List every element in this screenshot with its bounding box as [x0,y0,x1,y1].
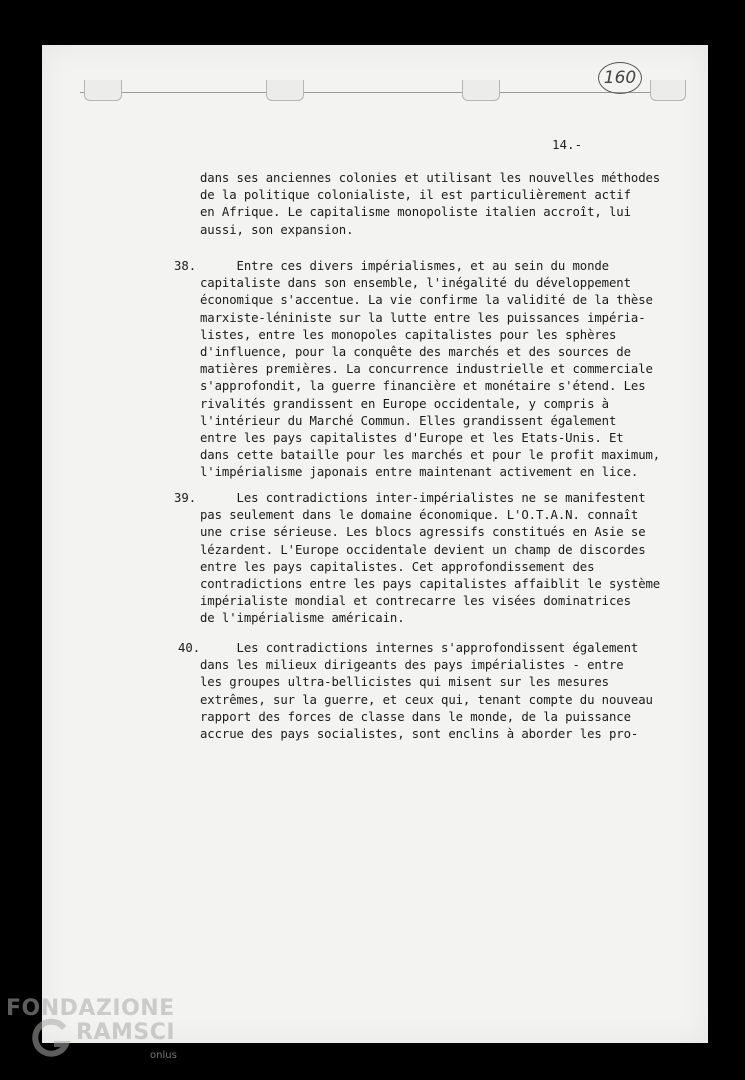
text-line: lézardent. L'Europe occidentale devient un champ de discordes [200,542,646,557]
text-line: dans cette bataille pour les marchés et pour le profit maximum, [200,448,661,463]
binder-tab [266,80,304,101]
text-line: en Afrique. Le capitalisme monopoliste italien accroît, lui [200,205,631,220]
page-number: 14.- [552,137,583,152]
watermark-sub: onlus [150,1050,177,1061]
paragraph-38 [200,258,660,482]
text-line: Entre ces divers impérialismes, et au sein du monde [200,259,609,273]
binder-tab [462,80,500,101]
watermark-line2: RAMSCI [76,1020,176,1045]
text-line: l'intérieur du Marché Commun. Elles grandissent également [200,413,617,428]
text-line: l'impérialisme japonais entre maintenant activement en lice. [200,465,639,480]
binder-tab [650,80,686,101]
text-line: rivalités grandissent en Europe occidentale, y compris à [200,396,609,411]
paragraph-number: 38. [174,259,197,273]
text-line: de la politique colonialiste, il est particulièrement actif [200,188,631,203]
binder-tab [84,80,122,101]
text-line: contradictions entre les pays capitalistes affaiblit le système [200,577,661,592]
text-line: extrêmes, sur la guerre, et ceux qui, tenant compte du nouveau [200,692,653,707]
text-line: rapport des forces de classe dans le monde, de la puissance [200,709,631,724]
text-line: économique s'accentue. La vie confirme la validité de la thèse [200,293,653,308]
text-line: impérialiste mondial et contrecarre les visées dominatrices [200,594,631,609]
text-line: pas seulement dans le domaine économique. L'O.T.A.N. connaît [200,508,639,523]
text-line: les groupes ultra-bellicistes qui misent sur les mesures [200,675,609,690]
watermark-logo [6,996,186,1076]
text-line: une crise sérieuse. Les blocs agressifs constitués en Asie se [200,525,646,540]
text-line: d'influence, pour la conquête des marchés et des sources de [200,345,631,360]
paragraph-number: 40. [178,641,201,655]
text-line: dans les milieux dirigeants des pays impérialistes - entre [200,658,624,673]
text-line: de l'impérialisme américain. [200,611,405,626]
text-line: capitaliste dans son ensemble, l'inégalité du développement [200,276,631,291]
text-line: Les contradictions inter-impérialistes ne se manifestent [200,491,646,505]
text-line: Les contradictions internes s'approfondissent également [200,641,639,655]
text-line: matières premières. La concurrence industrielle et commerciale [200,362,653,377]
paragraph-39 [200,490,660,628]
paragraph-continuation [200,170,660,239]
paragraph-40 [200,640,653,743]
text-line: dans ses anciennes colonies et utilisant les nouvelles méthodes [200,171,661,185]
text-line: entre les pays capitalistes d'Europe et les Etats-Unis. Et [200,431,624,446]
text-line: entre les pays capitalistes. Cet approfondissement des [200,559,595,574]
text-line: aussi, son expansion. [200,222,354,237]
watermark-g-icon [32,1018,72,1058]
text-line: marxiste-léniniste sur la lutte entre les puissances impéria- [200,310,646,325]
fold-line [80,92,686,93]
text-line: s'approfondit, la guerre financière et monétaire s'étend. Les [200,379,646,394]
text-line: listes, entre les monopoles capitalistes pour les sphères [200,327,617,342]
text-line: accrue des pays socialistes, sont enclins à aborder les pro- [200,727,639,742]
paragraph-number: 39. [174,491,197,505]
watermark-line1: FONDAZIONE [6,996,175,1021]
page-stamp: 160 [598,62,642,94]
